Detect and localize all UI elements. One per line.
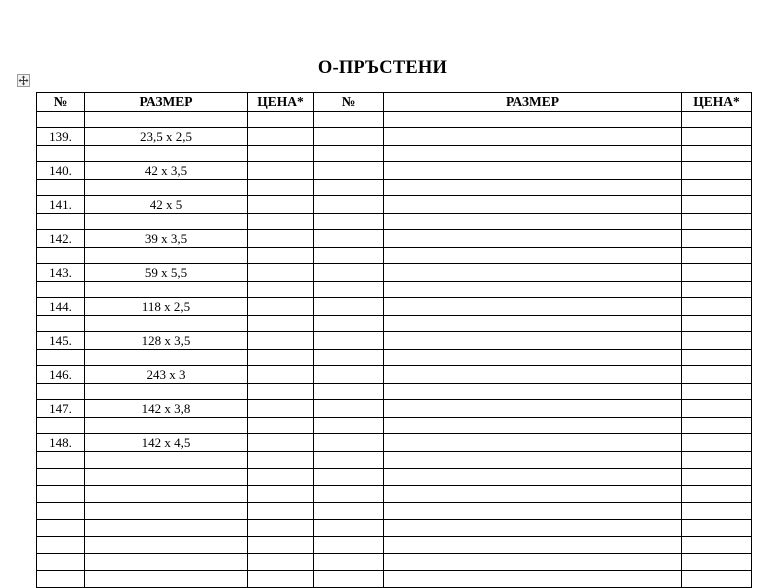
table-row[interactable]: [37, 264, 752, 282]
cell-num-left[interactable]: [37, 350, 85, 366]
table-row[interactable]: [37, 400, 752, 418]
cell-price-left[interactable]: [248, 418, 314, 434]
table-empty-row: [37, 537, 752, 554]
cell-price-right[interactable]: [682, 469, 752, 486]
cell-num-left[interactable]: [37, 554, 85, 571]
cell-size-right[interactable]: [384, 162, 682, 180]
cell-size-right[interactable]: [384, 486, 682, 503]
table-spacer-row: [37, 350, 752, 366]
cell-price-left[interactable]: [248, 248, 314, 264]
cell-price-left[interactable]: [248, 400, 314, 418]
cell-price-left[interactable]: [248, 316, 314, 332]
cell-num-right[interactable]: [314, 248, 384, 264]
table-row[interactable]: [37, 128, 752, 146]
cell-num-right[interactable]: [314, 434, 384, 452]
header-num-left: №: [37, 93, 85, 112]
cell-price-left[interactable]: [248, 214, 314, 230]
table-empty-row: [37, 452, 752, 469]
cell-num-left[interactable]: [37, 418, 85, 434]
cell-price-right[interactable]: [682, 571, 752, 588]
page-title: О-ПРЪСТЕНИ: [317, 58, 448, 78]
cell-num-right[interactable]: [314, 180, 384, 196]
cell-price-left[interactable]: [248, 537, 314, 554]
cell-price-right[interactable]: [682, 230, 752, 248]
cell-num-left[interactable]: 147.: [37, 400, 85, 418]
table-spacer-row: [37, 282, 752, 298]
cell-size-right[interactable]: [384, 503, 682, 520]
cell-size-left[interactable]: 42 x 3,5: [85, 162, 248, 180]
cell-price-right[interactable]: [682, 264, 752, 282]
cell-price-left[interactable]: [248, 112, 314, 128]
cell-num-right[interactable]: [314, 316, 384, 332]
cell-num-left[interactable]: [37, 537, 85, 554]
cell-price-left[interactable]: [248, 503, 314, 520]
table-empty-row: [37, 554, 752, 571]
cell-size-left[interactable]: [85, 316, 248, 332]
cell-num-right[interactable]: [314, 214, 384, 230]
cell-size-left[interactable]: [85, 146, 248, 162]
cell-size-right[interactable]: [384, 537, 682, 554]
pricelist-table-container: [36, 92, 751, 588]
cell-num-left[interactable]: 142.: [37, 230, 85, 248]
cell-size-right[interactable]: [384, 316, 682, 332]
cell-num-right[interactable]: [314, 230, 384, 248]
header-size-left: РАЗМЕР: [85, 93, 248, 112]
cell-size-right[interactable]: [384, 400, 682, 418]
cell-price-right[interactable]: [682, 350, 752, 366]
header-price-right: ЦЕНА*: [682, 93, 752, 112]
table-row[interactable]: [37, 366, 752, 384]
cell-size-right[interactable]: [384, 264, 682, 282]
cell-num-right[interactable]: [314, 452, 384, 469]
cell-num-right[interactable]: [314, 554, 384, 571]
cell-price-right[interactable]: [682, 214, 752, 230]
cell-num-left[interactable]: [37, 486, 85, 503]
cell-size-right[interactable]: [384, 366, 682, 384]
cell-price-right[interactable]: [682, 128, 752, 146]
cell-num-right[interactable]: [314, 196, 384, 214]
cell-price-left[interactable]: [248, 366, 314, 384]
cell-size-right[interactable]: [384, 146, 682, 162]
cell-num-right[interactable]: [314, 146, 384, 162]
table-row[interactable]: [37, 332, 752, 350]
cell-price-right[interactable]: [682, 298, 752, 316]
cell-size-right[interactable]: [384, 520, 682, 537]
table-spacer-row: [37, 180, 752, 196]
cell-price-left[interactable]: [248, 264, 314, 282]
table-spacer-row: [37, 146, 752, 162]
cell-num-left[interactable]: 143.: [37, 264, 85, 282]
cell-num-left[interactable]: 144.: [37, 298, 85, 316]
cell-num-left[interactable]: [37, 571, 85, 588]
cell-price-left[interactable]: [248, 180, 314, 196]
cell-size-left[interactable]: [85, 452, 248, 469]
cell-price-right[interactable]: [682, 162, 752, 180]
cell-size-left[interactable]: [85, 503, 248, 520]
cell-num-left[interactable]: [37, 520, 85, 537]
cell-num-right[interactable]: [314, 400, 384, 418]
cell-size-left[interactable]: [85, 112, 248, 128]
cell-price-left[interactable]: [248, 434, 314, 452]
cell-size-right[interactable]: [384, 298, 682, 316]
cell-num-right[interactable]: [314, 162, 384, 180]
cell-price-right[interactable]: [682, 248, 752, 264]
cell-num-left[interactable]: [37, 282, 85, 298]
cell-price-left[interactable]: [248, 384, 314, 400]
table-header: [37, 93, 752, 112]
cell-num-right[interactable]: [314, 332, 384, 350]
cell-num-left[interactable]: 141.: [37, 196, 85, 214]
cell-price-left[interactable]: [248, 571, 314, 588]
cell-size-right[interactable]: [384, 452, 682, 469]
cell-size-left[interactable]: 142 x 4,5: [85, 434, 248, 452]
header-size-right: РАЗМЕР: [384, 93, 682, 112]
cell-price-left[interactable]: [248, 196, 314, 214]
cell-price-left[interactable]: [248, 282, 314, 298]
table-empty-row: [37, 503, 752, 520]
table-empty-row: [37, 571, 752, 588]
cell-price-right[interactable]: [682, 180, 752, 196]
cell-size-left[interactable]: 42 x 5: [85, 196, 248, 214]
cell-price-right[interactable]: [682, 503, 752, 520]
cell-size-left[interactable]: [85, 486, 248, 503]
table-spacer-row: [37, 214, 752, 230]
table-row[interactable]: [37, 196, 752, 214]
table-empty-row: [37, 469, 752, 486]
cell-size-right[interactable]: [384, 196, 682, 214]
cell-num-left[interactable]: [37, 112, 85, 128]
table-spacer-row: [37, 384, 752, 400]
cell-num-right[interactable]: [314, 486, 384, 503]
cell-price-right[interactable]: [682, 366, 752, 384]
cell-num-right[interactable]: [314, 112, 384, 128]
cell-size-right[interactable]: [384, 248, 682, 264]
cell-size-right[interactable]: [384, 469, 682, 486]
table-spacer-row: [37, 316, 752, 332]
cell-price-left[interactable]: [248, 332, 314, 350]
cell-size-right[interactable]: [384, 384, 682, 400]
cell-size-right[interactable]: [384, 418, 682, 434]
cell-price-right[interactable]: [682, 486, 752, 503]
cell-size-left[interactable]: [85, 469, 248, 486]
cell-num-right[interactable]: [314, 298, 384, 316]
cell-num-right[interactable]: [314, 264, 384, 282]
cell-size-right[interactable]: [384, 230, 682, 248]
cell-price-left[interactable]: [248, 162, 314, 180]
cell-price-left[interactable]: [248, 128, 314, 146]
cell-size-right[interactable]: [384, 214, 682, 230]
cell-size-left[interactable]: [85, 520, 248, 537]
cell-price-right[interactable]: [682, 434, 752, 452]
cell-num-left[interactable]: [37, 146, 85, 162]
cell-size-left[interactable]: [85, 418, 248, 434]
cell-price-right[interactable]: [682, 112, 752, 128]
move-cross-icon: [18, 75, 29, 86]
cell-num-right[interactable]: [314, 537, 384, 554]
cell-price-left[interactable]: [248, 146, 314, 162]
cell-num-left[interactable]: [37, 214, 85, 230]
cell-price-right[interactable]: [682, 146, 752, 162]
cell-num-right[interactable]: [314, 469, 384, 486]
cell-size-right[interactable]: [384, 554, 682, 571]
cell-num-left[interactable]: 139.: [37, 128, 85, 146]
table-spacer-row: [37, 112, 752, 128]
table-row[interactable]: [37, 298, 752, 316]
cell-num-right[interactable]: [314, 503, 384, 520]
cell-price-left[interactable]: [248, 469, 314, 486]
cell-size-left[interactable]: 23,5 x 2,5: [85, 128, 248, 146]
cell-size-left[interactable]: [85, 282, 248, 298]
cell-num-left[interactable]: [37, 180, 85, 196]
table-spacer-row: [37, 248, 752, 264]
cell-price-left[interactable]: [248, 486, 314, 503]
cell-size-right[interactable]: [384, 128, 682, 146]
cell-num-left[interactable]: 146.: [37, 366, 85, 384]
cell-size-right[interactable]: [384, 434, 682, 452]
cell-price-left[interactable]: [248, 230, 314, 248]
table-body: [37, 112, 752, 588]
cell-num-right[interactable]: [314, 282, 384, 298]
cell-num-left[interactable]: 145.: [37, 332, 85, 350]
cell-num-left[interactable]: 140.: [37, 162, 85, 180]
cell-price-left[interactable]: [248, 452, 314, 469]
cell-num-right[interactable]: [314, 350, 384, 366]
cell-num-left[interactable]: [37, 316, 85, 332]
table-spacer-row: [37, 418, 752, 434]
cell-price-right[interactable]: [682, 316, 752, 332]
table-move-handle[interactable]: [17, 74, 30, 87]
cell-num-right[interactable]: [314, 366, 384, 384]
cell-size-left[interactable]: [85, 384, 248, 400]
cell-num-left[interactable]: [37, 384, 85, 400]
table-empty-row: [37, 520, 752, 537]
cell-size-right[interactable]: [384, 571, 682, 588]
cell-size-left[interactable]: [85, 554, 248, 571]
cell-size-left[interactable]: [85, 350, 248, 366]
cell-size-left[interactable]: [85, 571, 248, 588]
cell-price-left[interactable]: [248, 520, 314, 537]
cell-size-left[interactable]: 118 x 2,5: [85, 298, 248, 316]
cell-price-right[interactable]: [682, 384, 752, 400]
cell-price-right[interactable]: [682, 282, 752, 298]
cell-price-right[interactable]: [682, 537, 752, 554]
cell-size-left[interactable]: 128 x 3,5: [85, 332, 248, 350]
cell-price-right[interactable]: [682, 554, 752, 571]
cell-num-left[interactable]: [37, 503, 85, 520]
cell-price-left[interactable]: [248, 350, 314, 366]
cell-size-left[interactable]: 142 x 3,8: [85, 400, 248, 418]
cell-num-left[interactable]: [37, 248, 85, 264]
cell-size-left[interactable]: 243 x 3: [85, 366, 248, 384]
cell-size-left[interactable]: [85, 214, 248, 230]
cell-price-left[interactable]: [248, 298, 314, 316]
cell-size-right[interactable]: [384, 350, 682, 366]
cell-size-left[interactable]: [85, 248, 248, 264]
cell-price-right[interactable]: [682, 332, 752, 350]
header-num-right: №: [314, 93, 384, 112]
cell-num-left[interactable]: [37, 469, 85, 486]
cell-size-right[interactable]: [384, 282, 682, 298]
cell-size-right[interactable]: [384, 332, 682, 350]
cell-price-left[interactable]: [248, 554, 314, 571]
cell-price-right[interactable]: [682, 452, 752, 469]
cell-num-right[interactable]: [314, 418, 384, 434]
cell-price-right[interactable]: [682, 400, 752, 418]
cell-size-left[interactable]: 59 x 5,5: [85, 264, 248, 282]
cell-size-left[interactable]: 39 x 3,5: [85, 230, 248, 248]
cell-num-right[interactable]: [314, 571, 384, 588]
cell-num-right[interactable]: [314, 384, 384, 400]
cell-price-right[interactable]: [682, 196, 752, 214]
cell-size-right[interactable]: [384, 180, 682, 196]
table-header-row: [37, 93, 752, 112]
cell-price-right[interactable]: [682, 418, 752, 434]
cell-size-left[interactable]: [85, 537, 248, 554]
cell-num-left[interactable]: 148.: [37, 434, 85, 452]
cell-num-right[interactable]: [314, 520, 384, 537]
cell-size-right[interactable]: [384, 112, 682, 128]
table-row[interactable]: [37, 434, 752, 452]
table-empty-row: [37, 486, 752, 503]
table-row[interactable]: [37, 230, 752, 248]
header-price-left: ЦЕНА*: [248, 93, 314, 112]
cell-size-left[interactable]: [85, 180, 248, 196]
cell-num-left[interactable]: [37, 452, 85, 469]
cell-num-right[interactable]: [314, 128, 384, 146]
pricelist-table[interactable]: [36, 92, 752, 588]
table-row[interactable]: [37, 162, 752, 180]
cell-price-right[interactable]: [682, 520, 752, 537]
